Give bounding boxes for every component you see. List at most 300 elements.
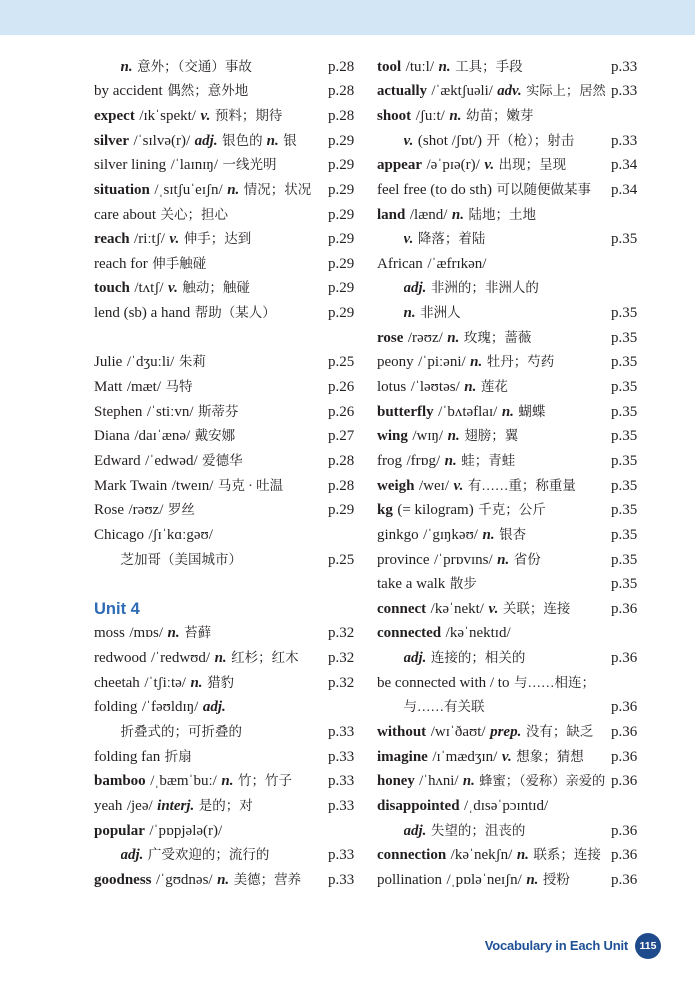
chinese-meaning: 芝加哥（美国城市） <box>120 551 242 567</box>
chinese-meaning: 陆地；土地 <box>468 206 536 222</box>
entry-line <box>94 178 356 203</box>
page-reference: p.35 <box>611 526 638 543</box>
entry-text <box>94 695 324 720</box>
page-reference: p.33 <box>328 871 355 888</box>
vocab-column-left <box>94 55 356 893</box>
entry-text <box>121 720 325 745</box>
part-of-speech: adv. <box>497 83 522 100</box>
headword: tool <box>377 58 402 75</box>
part-of-speech: n. <box>120 58 133 75</box>
vocab-section <box>94 55 356 326</box>
entry-text <box>404 227 608 252</box>
phonetic-transcription: /mɒs/ <box>129 625 164 642</box>
chinese-meaning: 意外；（交通）事故 <box>137 58 252 74</box>
chinese-meaning: 苔藓 <box>184 625 212 641</box>
entry-text <box>121 548 325 573</box>
phonetic-transcription: /ˈdʒuːli/ <box>126 354 175 371</box>
entry-text <box>94 301 324 326</box>
phonetic-transcription: /ɪˈmædʒɪn/ <box>432 748 498 765</box>
part-of-speech: n. <box>438 58 451 75</box>
phonetic-transcription: /daɪˈænə/ <box>134 428 191 445</box>
entry-text <box>377 375 607 400</box>
chinese-meaning: 情况；状况 <box>243 181 312 197</box>
phonetic-transcription: /ˈpɒpjələ(r)/ <box>149 822 223 839</box>
chinese-meaning: 可以随便做某事 <box>496 181 591 197</box>
entry-line <box>377 794 639 819</box>
entry-line <box>94 400 356 425</box>
entry-line <box>377 400 639 425</box>
page-reference: p.29 <box>328 502 355 519</box>
entry-line <box>377 474 639 499</box>
chinese-meaning: 想象；猜想 <box>516 748 584 764</box>
entry-line <box>377 597 639 622</box>
entry-text <box>404 129 608 154</box>
entry-text <box>404 646 608 671</box>
phonetic-transcription: /lænd/ <box>409 206 448 223</box>
chinese-meaning: 斯蒂芬 <box>198 403 239 419</box>
part-of-speech: v. <box>169 231 180 248</box>
entry-line <box>377 745 639 770</box>
phonetic-transcription: /ˈlaɪnɪŋ/ <box>170 157 218 174</box>
entry-text <box>377 104 607 129</box>
chinese-meaning: 爱德华 <box>202 452 243 468</box>
entry-line <box>377 646 639 671</box>
chinese-meaning: 伸手触碰 <box>152 255 207 271</box>
entry-text <box>377 769 607 794</box>
phonetic-transcription: /ˈtʃiːtə/ <box>144 674 186 691</box>
page-reference: p.33 <box>611 58 638 75</box>
entry-line <box>94 695 356 720</box>
phonetic-transcription: /mæt/ <box>126 379 162 396</box>
entry-text <box>377 621 607 646</box>
headword: weigh <box>377 477 415 494</box>
phonetic-transcription: /ˈstiːvn/ <box>146 403 194 420</box>
entry-line <box>377 153 639 178</box>
headword: appear <box>377 157 422 174</box>
entry-line <box>94 79 356 104</box>
part-of-speech: n. <box>462 773 475 790</box>
page-reference: p.35 <box>611 452 638 469</box>
chinese-meaning: 朱莉 <box>178 354 206 370</box>
chinese-meaning: 失望的；沮丧的 <box>430 822 526 838</box>
phonetic-transcription: /ˈredwʊd/ <box>151 650 211 667</box>
headword: without <box>377 723 427 740</box>
chinese-meaning: 竹；竹子 <box>237 773 292 789</box>
phonetic-transcription: /riːtʃ/ <box>134 231 165 248</box>
entry-text <box>377 400 607 425</box>
phonetic-transcription: /jeə/ <box>126 797 153 814</box>
page-reference: p.29 <box>328 280 355 297</box>
page-reference: p.28 <box>328 83 355 100</box>
entry-text <box>377 350 607 375</box>
entry-line <box>377 843 639 868</box>
phonetic-transcription: /ˈpiːəni/ <box>418 354 466 371</box>
chinese-meaning: 连接的；相关的 <box>430 650 526 666</box>
headword: be connected with / to <box>377 674 510 691</box>
headword: folding fan <box>94 748 161 765</box>
entry-line <box>377 449 639 474</box>
entry-text <box>377 153 607 178</box>
part-of-speech: n. <box>403 305 416 322</box>
entry-text <box>94 646 324 671</box>
part-of-speech: n. <box>501 403 514 420</box>
entry-line <box>377 55 639 80</box>
part-of-speech: n. <box>190 674 203 691</box>
phonetic-transcription: /wɪŋ/ <box>412 428 444 445</box>
chinese-meaning: 玫瑰；蔷薇 <box>463 329 532 345</box>
headword: actually <box>377 83 427 100</box>
headword: feel free (to do sth) <box>377 181 492 198</box>
entry-text <box>94 449 324 474</box>
phonetic-transcription: /əˈpɪə(r)/ <box>426 157 480 174</box>
entry-line <box>94 375 356 400</box>
page-reference: p.28 <box>328 58 355 75</box>
entry-line <box>94 104 356 129</box>
headword: connection <box>377 847 447 864</box>
entry-line <box>94 868 356 893</box>
entry-line <box>377 498 639 523</box>
chinese-meaning: 折叠式的；可折叠的 <box>120 723 242 739</box>
part-of-speech: v. <box>501 748 512 765</box>
chinese-meaning: 省份 <box>513 551 541 567</box>
entry-line <box>94 720 356 745</box>
headword: ginkgo <box>377 526 419 543</box>
chinese-meaning: 授粉 <box>542 871 570 887</box>
page-reference: p.35 <box>611 428 638 445</box>
entry-text <box>94 227 324 252</box>
entry-line <box>377 79 639 104</box>
vocab-section <box>94 597 356 893</box>
entry-text <box>377 794 607 819</box>
page-reference: p.28 <box>328 107 355 124</box>
entry-text <box>94 868 324 893</box>
phonetic-transcription: /rəʊz/ <box>407 329 443 346</box>
vocab-section <box>94 350 356 572</box>
phonetic-transcription: /ˈprɒvɪns/ <box>433 551 493 568</box>
vocab-section <box>377 55 639 893</box>
footer-section-title: Vocabulary in Each Unit <box>484 938 628 953</box>
headword: reach <box>94 231 130 248</box>
headword: take a walk <box>377 576 446 593</box>
chinese-meaning: 翅膀；翼 <box>464 428 519 444</box>
entry-text <box>94 474 324 499</box>
part-of-speech: n. <box>447 428 460 445</box>
page-reference: p.35 <box>611 551 638 568</box>
entry-text <box>377 498 607 523</box>
chinese-meaning: 银杏 <box>499 526 527 542</box>
entry-text <box>94 104 324 129</box>
chinese-meaning: 关心；担心 <box>160 206 229 222</box>
entry-text <box>377 671 607 696</box>
headword: care about <box>94 206 157 223</box>
entry-text <box>377 79 607 104</box>
entry-line <box>94 769 356 794</box>
vocab-column-right <box>377 55 639 893</box>
entry-line <box>94 203 356 228</box>
entry-text <box>94 621 324 646</box>
part-of-speech: n. <box>470 354 483 371</box>
chinese-meaning: 美德；营养 <box>233 871 302 887</box>
headword: expect <box>94 107 135 124</box>
chinese-meaning: 千克；公斤 <box>478 502 546 518</box>
entry-text <box>94 178 324 203</box>
entry-text <box>94 276 324 301</box>
entry-text <box>377 178 607 203</box>
phonetic-transcription: /ʃɪˈkɑːgəʊ/ <box>148 526 213 543</box>
page-reference: p.29 <box>328 231 355 248</box>
entry-line <box>377 375 639 400</box>
chinese-meaning: 工具；手段 <box>455 58 523 74</box>
chinese-meaning: 预料；期待 <box>214 107 283 123</box>
entry-line <box>377 104 639 129</box>
entry-line <box>94 276 356 301</box>
entry-text <box>94 400 324 425</box>
entry-line <box>377 276 639 301</box>
phonetic-transcription: /kəˈnekt/ <box>430 600 484 617</box>
part-of-speech: n. <box>526 871 539 888</box>
chinese-meaning: 帮助（某人） <box>194 305 276 321</box>
part-of-speech: n. <box>221 773 234 790</box>
entry-text <box>94 424 324 449</box>
chinese-meaning: 出现；呈现 <box>498 157 567 173</box>
page-reference: p.35 <box>611 329 638 346</box>
headword: Mark Twain <box>94 477 168 494</box>
entry-line <box>377 523 639 548</box>
headword: lend (sb) a hand <box>94 305 191 322</box>
part-of-speech: n. <box>217 871 230 888</box>
phonetic-transcription: /ˌbæmˈbuː/ <box>150 773 217 790</box>
page-reference: p.29 <box>328 255 355 272</box>
headword: silver lining <box>94 157 167 174</box>
headword: rose <box>377 329 404 346</box>
phonetic-transcription: /rəʊz/ <box>128 502 164 519</box>
entry-line <box>377 301 639 326</box>
headword: touch <box>94 280 130 297</box>
headword: yeah <box>94 797 123 814</box>
headword: imagine <box>377 748 428 765</box>
part-of-speech: v. <box>484 157 495 174</box>
entry-text <box>94 252 324 277</box>
page-reference: p.36 <box>611 871 638 888</box>
part-of-speech: adj. <box>403 822 427 839</box>
headword: Stephen <box>94 403 143 420</box>
page-reference: p.33 <box>328 748 355 765</box>
headword: Rose <box>94 502 124 519</box>
entry-text <box>377 720 607 745</box>
entry-text <box>377 55 607 80</box>
entry-line <box>377 695 639 720</box>
entry-line <box>377 769 639 794</box>
part-of-speech: adj. <box>403 650 427 667</box>
page-reference: p.36 <box>611 699 638 716</box>
entry-line <box>377 819 639 844</box>
page-reference: p.35 <box>611 354 638 371</box>
chinese-meaning: 触动；触碰 <box>182 280 250 296</box>
chinese-meaning: 一线光明 <box>222 157 277 173</box>
part-of-speech: n. <box>464 379 477 396</box>
part-of-speech: v. <box>200 107 211 124</box>
headword: pollination <box>377 871 442 888</box>
page-reference: p.32 <box>328 650 355 667</box>
phonetic-transcription: /ˈfəʊldɪŋ/ <box>141 699 199 716</box>
page-number-badge: 115 <box>635 933 661 959</box>
phonetic-transcription: /ˌdɪsəˈpɔɪntɪd/ <box>464 797 549 814</box>
headword: Julie <box>94 354 123 371</box>
phonetic-transcription: /frɒg/ <box>406 452 441 469</box>
headword: popular <box>94 822 145 839</box>
entry-line <box>94 252 356 277</box>
page-reference: p.29 <box>328 305 355 322</box>
entry-line <box>377 178 639 203</box>
phonetic-transcription: /kəˈnekʃn/ <box>450 847 513 864</box>
part-of-speech: adj. <box>202 699 226 716</box>
page-reference: p.34 <box>611 157 638 174</box>
entry-text <box>377 548 607 573</box>
entry-text <box>94 769 324 794</box>
headword: redwood <box>94 650 147 667</box>
headword: African <box>377 255 423 272</box>
entry-line <box>377 720 639 745</box>
chinese-meaning: 与……有关联 <box>403 699 485 715</box>
page-reference: p.32 <box>328 674 355 691</box>
page-reference: p.36 <box>611 748 638 765</box>
chinese-meaning: 有……重；称重量 <box>467 477 576 493</box>
chinese-meaning: 牡丹；芍药 <box>486 354 555 370</box>
page-reference: p.34 <box>611 181 638 198</box>
part-of-speech: v. <box>403 132 414 149</box>
page-reference: p.35 <box>611 403 638 420</box>
page-reference: p.29 <box>328 181 355 198</box>
chinese-meaning: 红杉；红木 <box>231 650 299 666</box>
chinese-meaning: 罗丝 <box>167 502 195 518</box>
headword: peony <box>377 354 414 371</box>
chinese-meaning: 银 <box>283 132 297 148</box>
headword: cheetah <box>94 674 140 691</box>
phonetic-transcription: /ˈgʊdnəs/ <box>156 871 213 888</box>
entry-line <box>94 621 356 646</box>
page-reference: p.33 <box>328 847 355 864</box>
entry-text <box>121 55 325 80</box>
page-reference: p.33 <box>611 132 638 149</box>
page-reference: p.33 <box>328 723 355 740</box>
headword: land <box>377 206 406 223</box>
headword: bamboo <box>94 773 146 790</box>
part-of-speech: v. <box>453 477 464 494</box>
entry-line <box>377 868 639 893</box>
phonetic-transcription: /weɪ/ <box>419 477 449 494</box>
headword: connect <box>377 600 427 617</box>
headword: shoot <box>377 107 412 124</box>
entry-line <box>94 153 356 178</box>
entry-text <box>377 474 607 499</box>
chinese-meaning: 幼苗；嫩芽 <box>465 107 534 123</box>
entry-text <box>377 745 607 770</box>
page-reference: p.28 <box>328 477 355 494</box>
headword: goodness <box>94 871 152 888</box>
page-reference: p.35 <box>611 379 638 396</box>
part-of-speech: n. <box>447 329 460 346</box>
part-of-speech: n. <box>227 181 240 198</box>
part-of-speech: n. <box>482 526 495 543</box>
entry-line <box>377 129 639 154</box>
entry-line <box>94 671 356 696</box>
header-band <box>0 0 695 35</box>
entry-line <box>377 671 639 696</box>
chinese-meaning: 折扇 <box>164 748 192 764</box>
part-of-speech: prep. <box>490 723 522 740</box>
page-reference: p.29 <box>328 132 355 149</box>
entry-line <box>94 227 356 252</box>
chinese-meaning: 非洲的；非洲人的 <box>430 280 539 296</box>
entry-line <box>377 621 639 646</box>
phonetic-transcription: /kəˈnektɪd/ <box>445 625 511 642</box>
entry-line <box>377 203 639 228</box>
chinese-meaning: 蛙；青蛙 <box>461 452 516 468</box>
entry-text <box>94 350 324 375</box>
page-reference: p.26 <box>328 403 355 420</box>
page-reference: p.35 <box>611 305 638 322</box>
page-reference: p.26 <box>328 379 355 396</box>
usage-note: (shot /ʃɒt/) <box>417 132 482 149</box>
entry-text <box>94 498 324 523</box>
headword: lotus <box>377 379 407 396</box>
part-of-speech: adj. <box>120 847 144 864</box>
entry-line <box>94 449 356 474</box>
headword: Diana <box>94 428 130 445</box>
entry-line <box>94 745 356 770</box>
phonetic-transcription: /ˈæktʃuəli/ <box>431 83 493 100</box>
part-of-speech: interj. <box>157 797 195 814</box>
page-reference: p.33 <box>328 773 355 790</box>
headword: silver <box>94 132 129 149</box>
page-reference: p.35 <box>611 576 638 593</box>
chinese-meaning: 马特 <box>165 379 193 395</box>
entry-line <box>94 794 356 819</box>
page-reference: p.27 <box>328 428 355 445</box>
headword: folding <box>94 699 138 716</box>
part-of-speech: n. <box>214 650 227 667</box>
chinese-meaning: 马克 · 吐温 <box>217 477 284 493</box>
page-reference: p.36 <box>611 600 638 617</box>
entry-line <box>377 326 639 351</box>
entry-text <box>121 843 325 868</box>
chinese-meaning: 伸手；达到 <box>183 231 252 247</box>
chinese-meaning: 偶然；意外地 <box>167 83 249 99</box>
chinese-meaning: 蜂蜜；（爱称）亲爱的 <box>479 773 606 789</box>
phonetic-transcription: /ˈhʌni/ <box>419 773 459 790</box>
headword: wing <box>377 428 408 445</box>
entry-text <box>94 819 324 844</box>
entry-text <box>94 523 324 548</box>
entry-line <box>94 129 356 154</box>
entry-text <box>377 424 607 449</box>
entry-line <box>94 843 356 868</box>
entry-text <box>404 819 608 844</box>
chinese-meaning: 莲花 <box>480 379 508 395</box>
page-reference: p.33 <box>328 797 355 814</box>
part-of-speech: n. <box>516 847 529 864</box>
phonetic-transcription: /ˌsɪtʃuˈeɪʃn/ <box>154 181 223 198</box>
page-reference: p.28 <box>328 452 355 469</box>
headword: connected <box>377 625 442 642</box>
chinese-meaning: 开（枪）；射击 <box>486 132 575 148</box>
page-reference: p.36 <box>611 847 638 864</box>
headword: Matt <box>94 379 123 396</box>
phonetic-transcription: /ʃuːt/ <box>415 107 445 124</box>
entry-line <box>377 572 639 597</box>
entry-line <box>94 646 356 671</box>
entry-text <box>94 375 324 400</box>
